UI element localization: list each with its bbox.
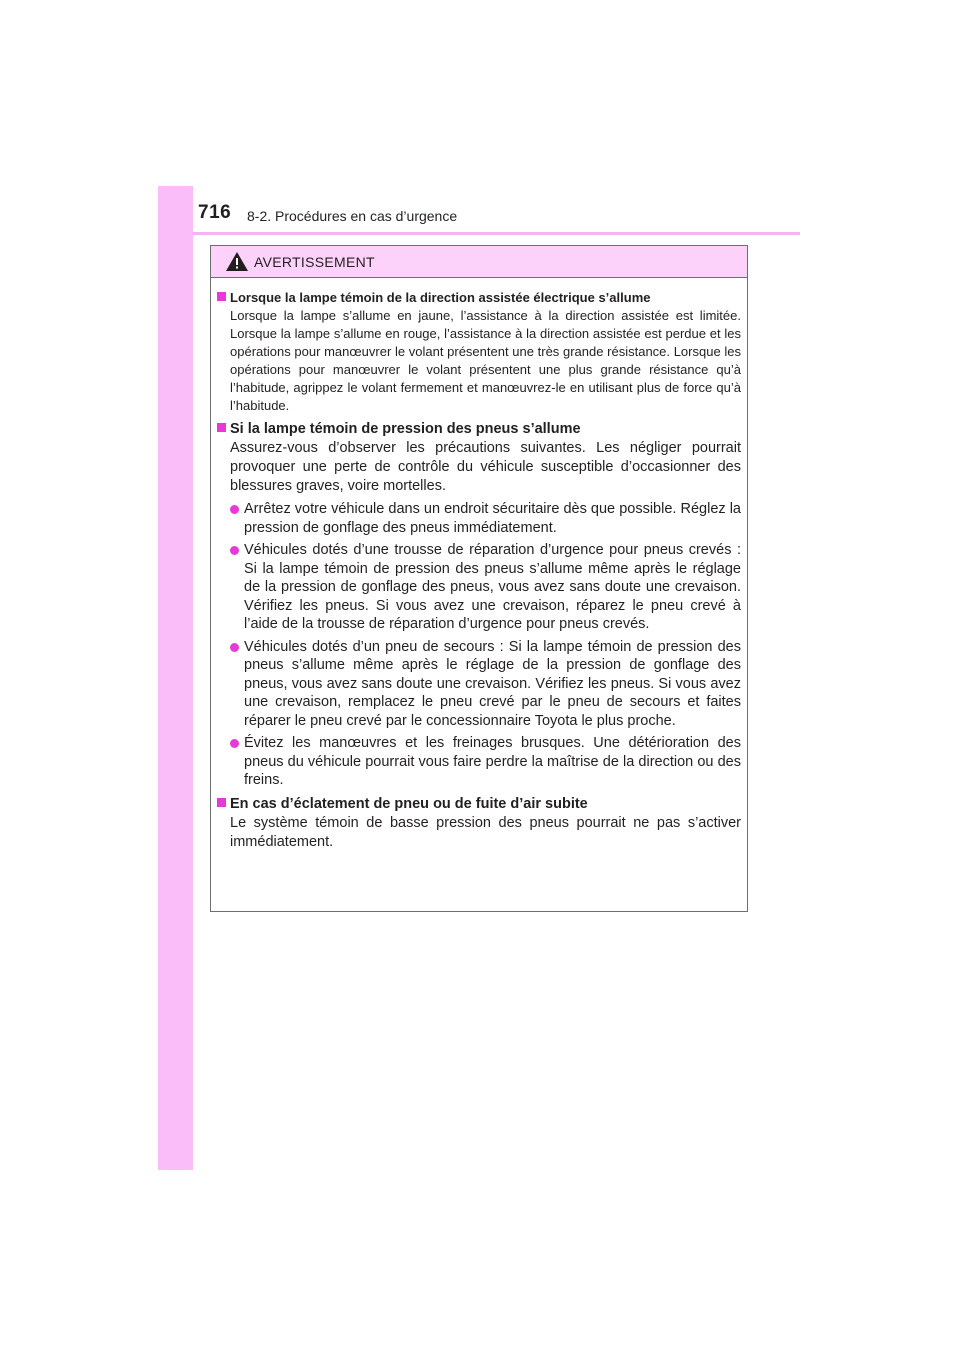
round-bullet-icon bbox=[230, 546, 239, 555]
section-heading bbox=[217, 290, 741, 305]
square-bullet-icon bbox=[217, 798, 226, 807]
section-body: Assurez-vous d’observer les précautions suivantes. Les négliger pourrait provoquer une perte de contrôle du véhicule susceptible d’occasionner des blessures graves, voire mortelles. bbox=[230, 440, 741, 494]
list-item-text: Arrêtez votre véhicule dans un endroit sécuritaire dès que possible. Réglez la pression de gonflage des pneus immédiatement. bbox=[244, 501, 741, 536]
warning-section-tire-pressure bbox=[217, 421, 741, 790]
page-number: 716 bbox=[198, 202, 232, 223]
section-body: Le système témoin de basse pression des pneus pourrait ne pas s’activer immédiatement. bbox=[230, 814, 741, 850]
warning-box bbox=[210, 245, 748, 912]
section-title: 8-2. Procédures en cas d’urgence bbox=[247, 208, 458, 224]
warning-section-eps bbox=[217, 290, 741, 415]
warning-triangle-icon bbox=[226, 252, 248, 276]
round-bullet-icon bbox=[230, 505, 239, 514]
list-item bbox=[230, 541, 741, 634]
square-bullet-icon bbox=[217, 292, 226, 301]
list-item bbox=[230, 638, 741, 731]
section-heading-text: En cas d’éclatement de pneu ou de fuite d’air subite bbox=[230, 795, 588, 812]
warning-section-blowout bbox=[217, 796, 741, 852]
round-bullet-icon bbox=[230, 643, 239, 652]
round-bullet-icon bbox=[230, 739, 239, 748]
section-heading bbox=[217, 421, 741, 437]
warning-header bbox=[211, 246, 747, 278]
list-item-text: Véhicules dotés d’un pneu de secours : Si la lampe témoin de pression des pneus s’allume même après le réglage de la pression de gonflage des pneus, vous avez sans doute une crevaison. Vérifiez les pneus. Si vous avez une crevaison, remplacez le pneu crevé par le pneu de secours et faites réparer le pneu crevé par le concessionnaire Toyota le plus proche. bbox=[244, 638, 741, 729]
section-heading bbox=[217, 796, 741, 812]
square-bullet-icon bbox=[217, 423, 226, 432]
header-rule bbox=[193, 232, 800, 235]
list-item bbox=[230, 500, 741, 537]
warning-title: AVERTISSEMENT bbox=[254, 254, 375, 270]
warning-content bbox=[211, 278, 747, 852]
list-item-text: Véhicules dotés d’une trousse de réparation d’urgence pour pneus crevés : Si la lampe témoin de pression des pneus s’allume même après le réglage de la pression de gonflage des pneus, vous avez sans doute une crevaison. Vérifiez les pneus. Si vous avez une crevaison, réparez le pneu crevé à l’aide de la trousse de réparation d’urgence pour pneus crevés. bbox=[244, 542, 741, 632]
list-item bbox=[230, 734, 741, 790]
section-body: Lorsque la lampe s’allume en jaune, l’assistance à la direction assistée est limitée. Lorsque la lampe s’allume en rouge, l’assistance à la direction assistée est perdue et les opérations pour manœuvrer le volant présentent une très grande résistance. Lorsque les opérations pour manœuvrer le volant présentent une plus grande résistance qu’à l’habitude, agrippez le volant fermement et manœuvrez-le en utilisant plus de force qu’à l’habitude. bbox=[230, 308, 741, 413]
section-heading-text: Lorsque la lampe témoin de la direction assistée électrique s’allume bbox=[230, 290, 651, 305]
list-item-text: Évitez les manœuvres et les freinages brusques. Une détérioration des pneus du véhicule pourrait vous faire perdre la maîtrise de la direction ou des freins. bbox=[244, 735, 741, 788]
section-heading-text: Si la lampe témoin de pression des pneus s’allume bbox=[230, 421, 581, 437]
side-color-band bbox=[158, 186, 193, 1170]
